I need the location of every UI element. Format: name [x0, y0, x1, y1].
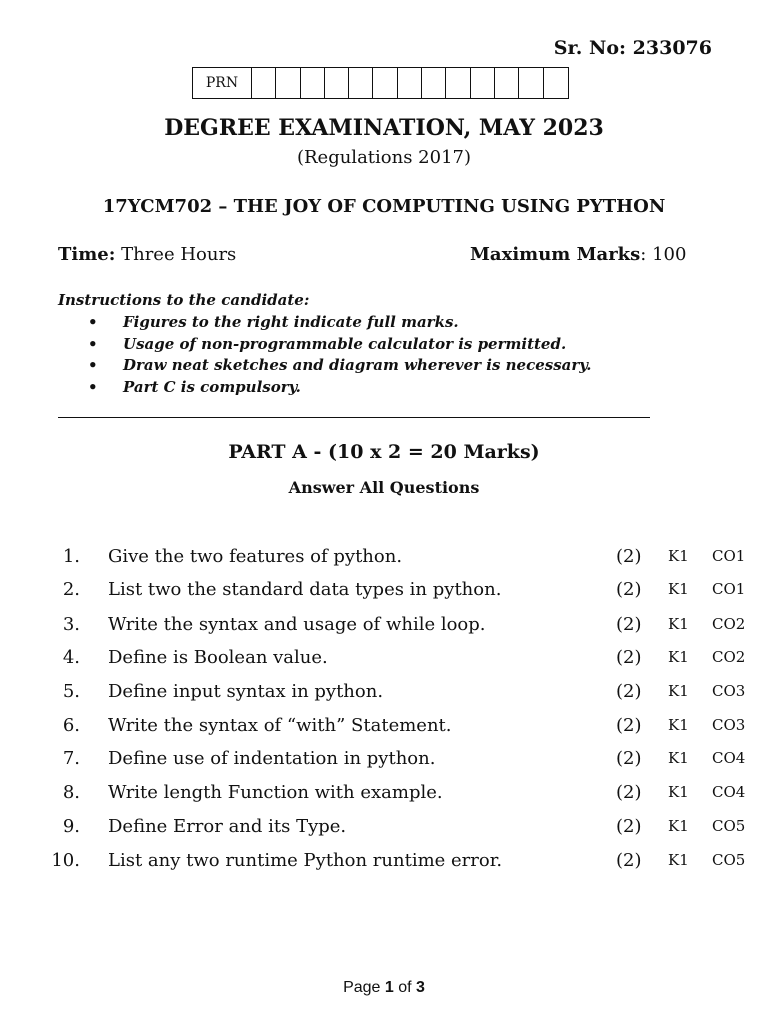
instruction-text: Usage of non-programmable calculator is permitted. — [123, 334, 567, 353]
bullet-icon: • — [88, 356, 98, 374]
question-number: 4. — [62, 647, 80, 668]
question-text: Give the two features of python. — [108, 546, 403, 567]
question-text: Define Error and its Type. — [108, 816, 347, 837]
question-number: 3. — [62, 614, 80, 635]
question-marks: (2) — [616, 546, 642, 567]
instruction-item — [88, 335, 592, 357]
knowledge-level: K1 — [668, 716, 689, 734]
instruction-text: Part C is compulsory. — [123, 377, 301, 396]
question-marks: (2) — [616, 614, 642, 635]
prn-cell — [544, 68, 568, 98]
course-outcome: CO4 — [712, 749, 746, 767]
question-text: Write length Function with example. — [108, 782, 443, 803]
prn-cell — [276, 68, 300, 98]
knowledge-level: K1 — [668, 547, 689, 565]
regulations: (Regulations 2017) — [296, 147, 472, 168]
question-row — [0, 850, 768, 880]
question-marks: (2) — [616, 647, 642, 668]
question-number: 6. — [62, 715, 80, 736]
prn-cell — [471, 68, 495, 98]
knowledge-level: K1 — [668, 817, 689, 835]
prn-cell — [252, 68, 276, 98]
question-row — [0, 816, 768, 846]
instruction-item — [88, 356, 592, 378]
course-outcome: CO2 — [712, 615, 746, 633]
question-text: Define use of indentation in python. — [108, 748, 436, 769]
question-marks: (2) — [616, 748, 642, 769]
prn-cell — [325, 68, 349, 98]
question-row — [0, 546, 768, 576]
prn-label: PRN — [193, 68, 252, 98]
divider — [58, 417, 650, 418]
question-text: List two the standard data types in python. — [108, 579, 502, 600]
instructions-heading: Instructions to the candidate: — [58, 291, 310, 309]
course-outcome: CO2 — [712, 648, 746, 666]
question-marks: (2) — [616, 816, 642, 837]
course-outcome: CO3 — [712, 682, 746, 700]
course-title: 17YCM702 – THE JOY OF COMPUTING USING PYTHON — [102, 196, 666, 217]
course-outcome: CO4 — [712, 783, 746, 801]
instructions-list — [88, 313, 592, 399]
course-outcome: CO1 — [712, 580, 746, 598]
question-marks: (2) — [616, 579, 642, 600]
question-number: 9. — [62, 816, 80, 837]
time-label: Time: — [58, 244, 116, 265]
serial-number: Sr. No: 233076 — [553, 37, 712, 59]
exam-title: DEGREE EXAMINATION, MAY 2023 — [164, 115, 604, 141]
bullet-icon: • — [88, 334, 98, 353]
max-marks-value: : 100 — [640, 244, 687, 265]
part-a-title: PART A - (10 x 2 = 20 Marks) — [228, 441, 540, 463]
page-word: Page — [343, 979, 385, 996]
prn-box — [192, 67, 569, 99]
question-number: 8. — [62, 782, 80, 803]
page-total: 3 — [416, 979, 425, 996]
course-outcome: CO5 — [712, 817, 746, 835]
bullet-icon: • — [88, 377, 98, 396]
course-outcome: CO5 — [712, 851, 746, 869]
question-row — [0, 715, 768, 745]
question-number: 10. — [51, 850, 80, 871]
question-marks: (2) — [616, 850, 642, 871]
page-number: 1 — [384, 979, 394, 996]
prn-cell — [422, 68, 446, 98]
bullet-icon: • — [88, 313, 98, 331]
instruction-text: Draw neat sketches and diagram wherever is necessary. — [123, 356, 592, 374]
knowledge-level: K1 — [668, 851, 689, 869]
question-row — [0, 782, 768, 812]
instruction-item — [88, 313, 592, 335]
question-text: Write the syntax and usage of while loop. — [108, 614, 486, 635]
max-marks-label: Maximum Marks — [470, 244, 641, 265]
question-marks: (2) — [616, 681, 642, 702]
question-number: 2. — [62, 579, 80, 600]
prn-cell — [301, 68, 325, 98]
instruction-item — [88, 378, 592, 400]
question-text: Define input syntax in python. — [108, 681, 384, 702]
knowledge-level: K1 — [668, 615, 689, 633]
question-text: Define is Boolean value. — [108, 647, 328, 668]
prn-cell — [373, 68, 397, 98]
time-allowed — [58, 244, 236, 265]
question-row — [0, 579, 768, 609]
question-number: 7. — [62, 748, 80, 769]
question-marks: (2) — [616, 715, 642, 736]
instruction-text: Figures to the right indicate full marks. — [123, 313, 459, 331]
question-row — [0, 647, 768, 677]
question-number: 1. — [62, 546, 80, 567]
course-outcome: CO1 — [712, 547, 746, 565]
page-footer — [0, 979, 768, 997]
knowledge-level: K1 — [668, 648, 689, 666]
of-word: of — [393, 979, 417, 996]
knowledge-level: K1 — [668, 580, 689, 598]
maximum-marks — [470, 244, 686, 265]
prn-cell — [519, 68, 543, 98]
question-marks: (2) — [616, 782, 642, 803]
knowledge-level: K1 — [668, 783, 689, 801]
part-a-subtitle: Answer All Questions — [288, 478, 480, 497]
knowledge-level: K1 — [668, 749, 689, 767]
question-text: Write the syntax of “with” Statement. — [108, 715, 452, 736]
prn-cell — [349, 68, 373, 98]
knowledge-level: K1 — [668, 682, 689, 700]
prn-cell — [495, 68, 519, 98]
prn-cell — [446, 68, 470, 98]
course-outcome: CO3 — [712, 716, 746, 734]
prn-cell — [398, 68, 422, 98]
question-number: 5. — [62, 681, 80, 702]
question-row — [0, 748, 768, 778]
question-row — [0, 681, 768, 711]
question-row — [0, 614, 768, 644]
question-text: List any two runtime Python runtime error. — [108, 850, 503, 871]
time-value: Three Hours — [115, 244, 237, 265]
